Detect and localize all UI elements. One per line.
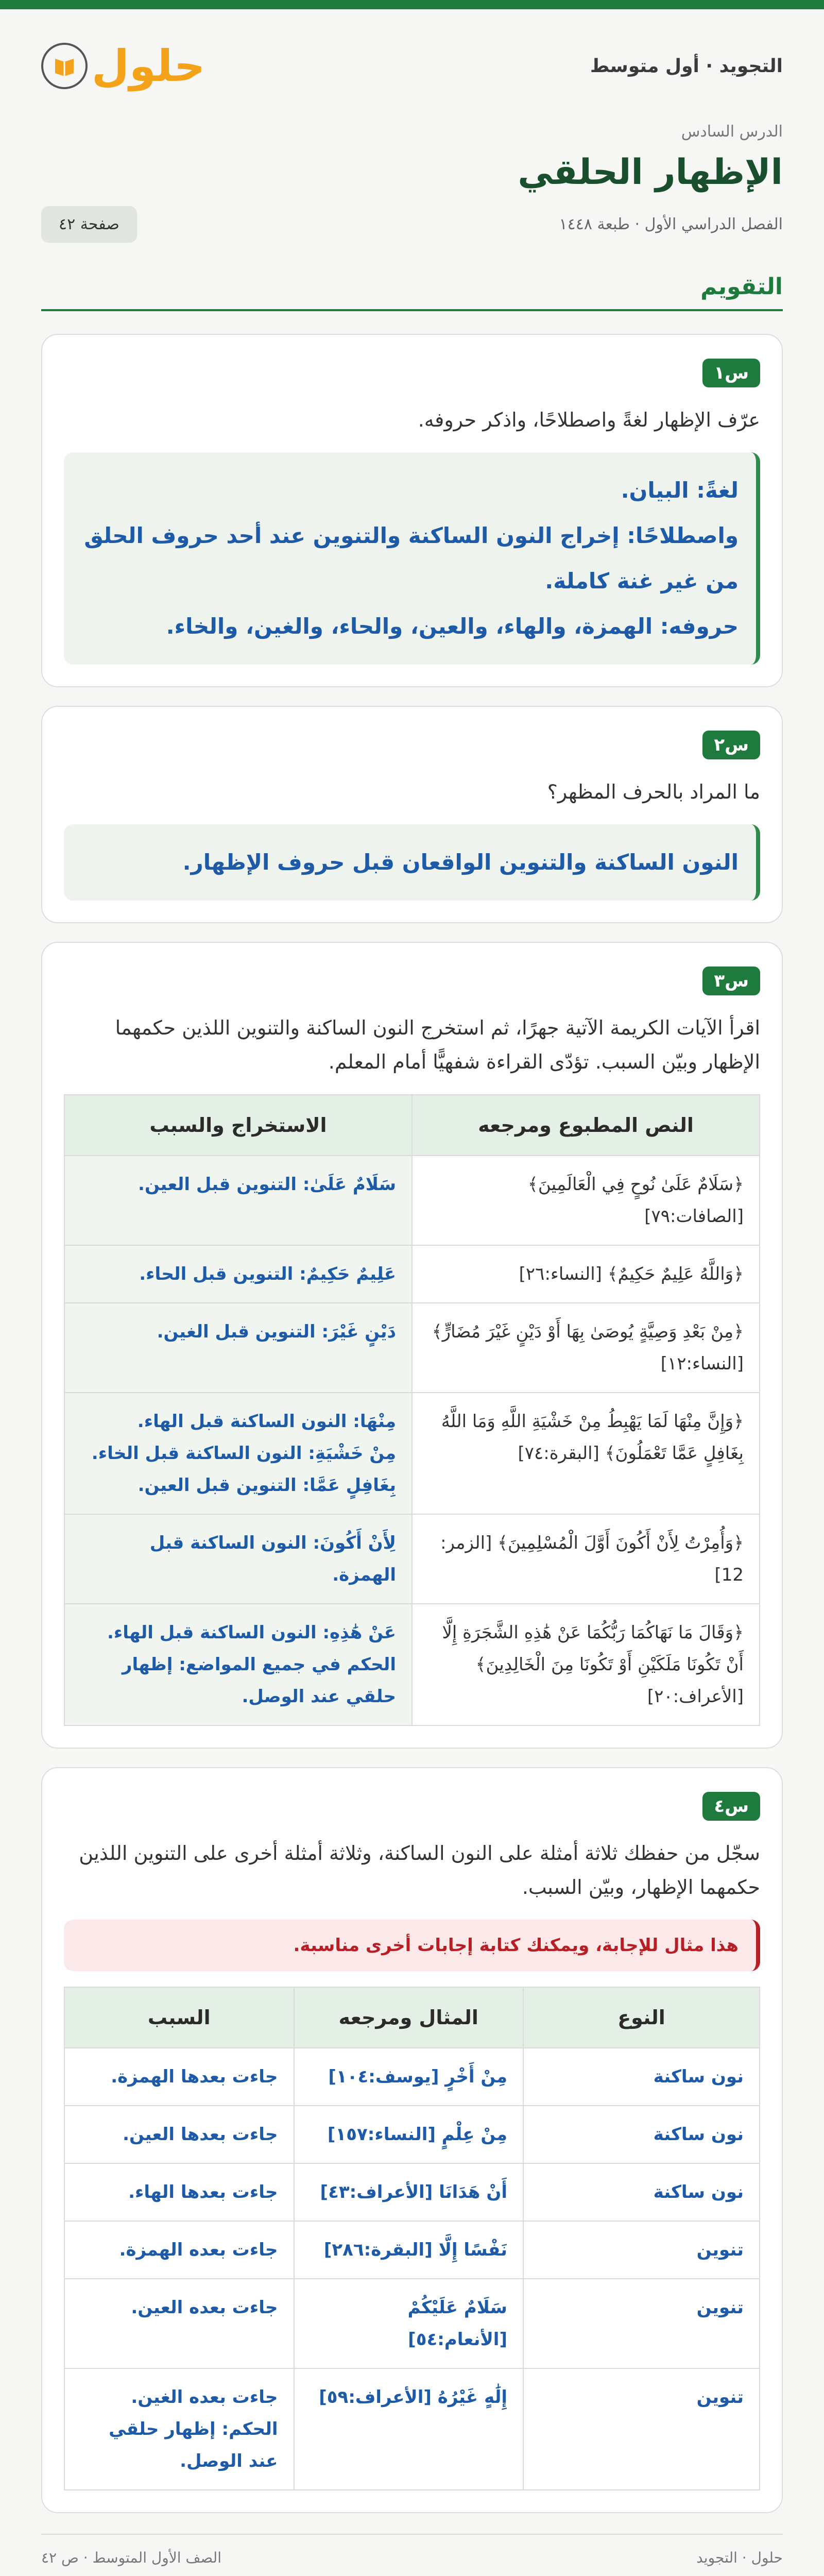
extraction-line: عَنْ هَٰذِهِ: النون الساكنة قبل الهاء. الحكم في جميع المواضع: إظهار حلقي عند الوصل.	[107, 1622, 396, 1707]
extraction-cell	[64, 1303, 412, 1393]
table-header: النوع	[523, 1987, 760, 2048]
reason-cell: جاءت بعده الغين. الحكم: إظهار حلقي عند الوصل.	[64, 2368, 294, 2490]
type-cell: نون ساكنة	[523, 2106, 760, 2163]
table-row	[64, 1514, 760, 1604]
example-cell: سَلَامٌ عَلَيْكُمْ [الأنعام:٥٤]	[294, 2279, 524, 2368]
logo-text: حلول	[92, 41, 205, 91]
table-row	[64, 2279, 760, 2368]
reason-cell: جاءت بعده الهمزة.	[64, 2221, 294, 2279]
extraction-line: عَلِيمٌ حَكِيمٌ: التنوين قبل الحاء.	[139, 1264, 396, 1284]
question-card-2	[41, 706, 783, 923]
question-text: اقرأ الآيات الكريمة الآتية جهرًا، ثم استخرج النون الساكنة والتنوين اللذين حكمهما الإظهار وبيّن السبب. تؤدّى القراءة شفهيًّا أمام المعلم.	[115, 1016, 760, 1073]
table-header: المثال ومرجعه	[294, 1987, 524, 2048]
lesson-meta-row	[41, 206, 783, 243]
verse-cell: ﴿وَقَالَ مَا نَهَاكُمَا رَبُّكُمَا عَنْ هَٰذِهِ الشَّجَرَةِ إِلَّا أَنْ تَكُونَا مَلَكَيْنِ أَوْ تَكُونَا مِنَ الْخَالِدِينَ﴾ [الأعراف:٢٠]	[412, 1604, 760, 1725]
question-text: سجّل من حفظك ثلاثة أمثلة على النون الساكنة، وثلاثة أمثلة أخرى على التنوين اللذين حكمهما الإظهار، وبيّن السبب.	[79, 1842, 760, 1899]
answer-box	[64, 452, 760, 665]
verse-cell: ﴿وَإِنَّ مِنْهَا لَمَا يَهْبِطُ مِنْ خَشْيَةِ اللَّهِ وَمَا اللَّهُ بِغَافِلٍ عَمَّا تَعْمَلُونَ﴾ [البقرة:٧٤]	[412, 1393, 760, 1514]
logo[interactable]	[41, 41, 205, 91]
table-header: السبب	[64, 1987, 294, 2048]
question-text: عرّف الإظهار لغةً واصطلاحًا، واذكر حروفه.	[418, 409, 760, 431]
type-cell: نون ساكنة	[523, 2048, 760, 2106]
reason-cell: جاءت بعدها العين.	[64, 2106, 294, 2163]
lesson-number: الدرس السادس	[681, 123, 783, 141]
table-row	[64, 1245, 760, 1303]
table-row	[64, 2368, 760, 2490]
table-row	[64, 2106, 760, 2163]
course-label: التجويد · أول متوسط	[590, 55, 783, 77]
table-row	[64, 2163, 760, 2221]
verse-cell: ﴿سَلَامٌ عَلَىٰ نُوحٍ فِي الْعَالَمِينَ﴾ [الصافات:٧٩]	[412, 1156, 760, 1245]
answer-box	[64, 824, 760, 901]
question-badge: س١	[702, 359, 760, 387]
example-cell: أَنْ هَدَانَا [الأعراف:٤٣]	[294, 2163, 524, 2221]
edition-info: الفصل الدراسي الأول · طبعة ١٤٤٨	[559, 215, 783, 233]
question-badge: س٣	[702, 967, 760, 995]
example-cell: نَفْسًا إِلَّا [البقرة:٢٨٦]	[294, 2221, 524, 2279]
table-row	[64, 1303, 760, 1393]
section-title: التقويم	[41, 274, 783, 311]
answer-line: واصطلاحًا: إخراج النون الساكنة والتنوين عند أحد حروف الحلق من غير غنة كاملة.	[84, 523, 739, 594]
question-card-1	[41, 334, 783, 687]
answer-line: حروفه: الهمزة، والهاء، والعين، والحاء، والغين، والخاء.	[166, 614, 739, 639]
page-header	[41, 9, 783, 123]
question-badge: س٢	[702, 731, 760, 759]
type-cell: تنوين	[523, 2368, 760, 2490]
page-footer	[41, 2534, 783, 2576]
type-cell: تنوين	[523, 2279, 760, 2368]
extraction-line: بِغَافِلٍ عَمَّا: التنوين قبل العين.	[138, 1475, 396, 1496]
table-row	[64, 1156, 760, 1245]
extraction-cell	[64, 1604, 412, 1725]
question-card-4	[41, 1767, 783, 2513]
table-header: النص المطبوع ومرجعه	[412, 1095, 760, 1156]
extraction-line: دَيْنٍ غَيْرَ: التنوين قبل الغين.	[157, 1321, 396, 1342]
example-cell: إِلَٰهٍ غَيْرُهُ [الأعراف:٥٩]	[294, 2368, 524, 2490]
reason-cell: جاءت بعده العين.	[64, 2279, 294, 2368]
type-cell: تنوين	[523, 2221, 760, 2279]
footer-brand: حلول · التجويد	[696, 2549, 783, 2566]
example-cell: مِنْ عِلْمٍ [النساء:١٥٧]	[294, 2106, 524, 2163]
extraction-line: سَلَامٌ عَلَىٰ: التنوين قبل العين.	[138, 1174, 396, 1195]
verse-cell: ﴿وَاللَّهُ عَلِيمٌ حَكِيمٌ﴾ [النساء:٢٦]	[412, 1245, 760, 1303]
logo-book-icon	[41, 43, 88, 89]
table-header: الاستخراج والسبب	[64, 1095, 412, 1156]
reason-cell: جاءت بعدها الهاء.	[64, 2163, 294, 2221]
question-text: ما المراد بالحرف المظهر؟	[547, 781, 760, 803]
verse-cell: ﴿مِنْ بَعْدِ وَصِيَّةٍ يُوصَىٰ بِهَا أَوْ دَيْنٍ غَيْرَ مُضَارٍّ﴾ [النساء:١٢]	[412, 1303, 760, 1393]
page-number-badge: صفحة ٤٢	[41, 206, 137, 243]
extraction-cell	[64, 1514, 412, 1604]
page	[0, 9, 824, 2576]
reason-cell: جاءت بعدها الهمزة.	[64, 2048, 294, 2106]
type-cell: نون ساكنة	[523, 2163, 760, 2221]
examples-table	[64, 1987, 760, 2490]
table-row	[64, 1393, 760, 1514]
extraction-cell	[64, 1245, 412, 1303]
extraction-line: لِأَنْ أَكُونَ: النون الساكنة قبل الهمزة.	[149, 1533, 396, 1585]
top-accent-bar	[0, 0, 824, 9]
verses-table	[64, 1094, 760, 1726]
extraction-line: مِنْ خَشْيَةِ: النون الساكنة قبل الخاء.	[91, 1443, 396, 1464]
example-cell: مِنْ أَخْرٍ [يوسف:١٠٤]	[294, 2048, 524, 2106]
page-title: الإظهار الحلقي	[518, 152, 783, 193]
verse-cell: ﴿وَأُمِرْتُ لِأَنْ أَكُونَ أَوَّلَ الْمُسْلِمِينَ﴾ [الزمر: 12]	[412, 1514, 760, 1604]
footer-grade: الصف الأول المتوسط · ص ٤٢	[41, 2549, 221, 2566]
answer-line: النون الساكنة والتنوين الواقعان قبل حروف الإظهار.	[182, 850, 739, 875]
question-card-3	[41, 942, 783, 1749]
question-badge: س٤	[702, 1792, 760, 1821]
extraction-line: مِنْهَا: النون الساكنة قبل الهاء.	[137, 1411, 396, 1432]
table-row	[64, 2221, 760, 2279]
answer-line: لغةً: البيان.	[621, 478, 739, 503]
extraction-cell	[64, 1393, 412, 1514]
table-row	[64, 2048, 760, 2106]
extraction-cell	[64, 1156, 412, 1245]
table-row	[64, 1604, 760, 1725]
sample-answer-note: هذا مثال للإجابة، ويمكنك كتابة إجابات أخرى مناسبة.	[64, 1920, 760, 1971]
